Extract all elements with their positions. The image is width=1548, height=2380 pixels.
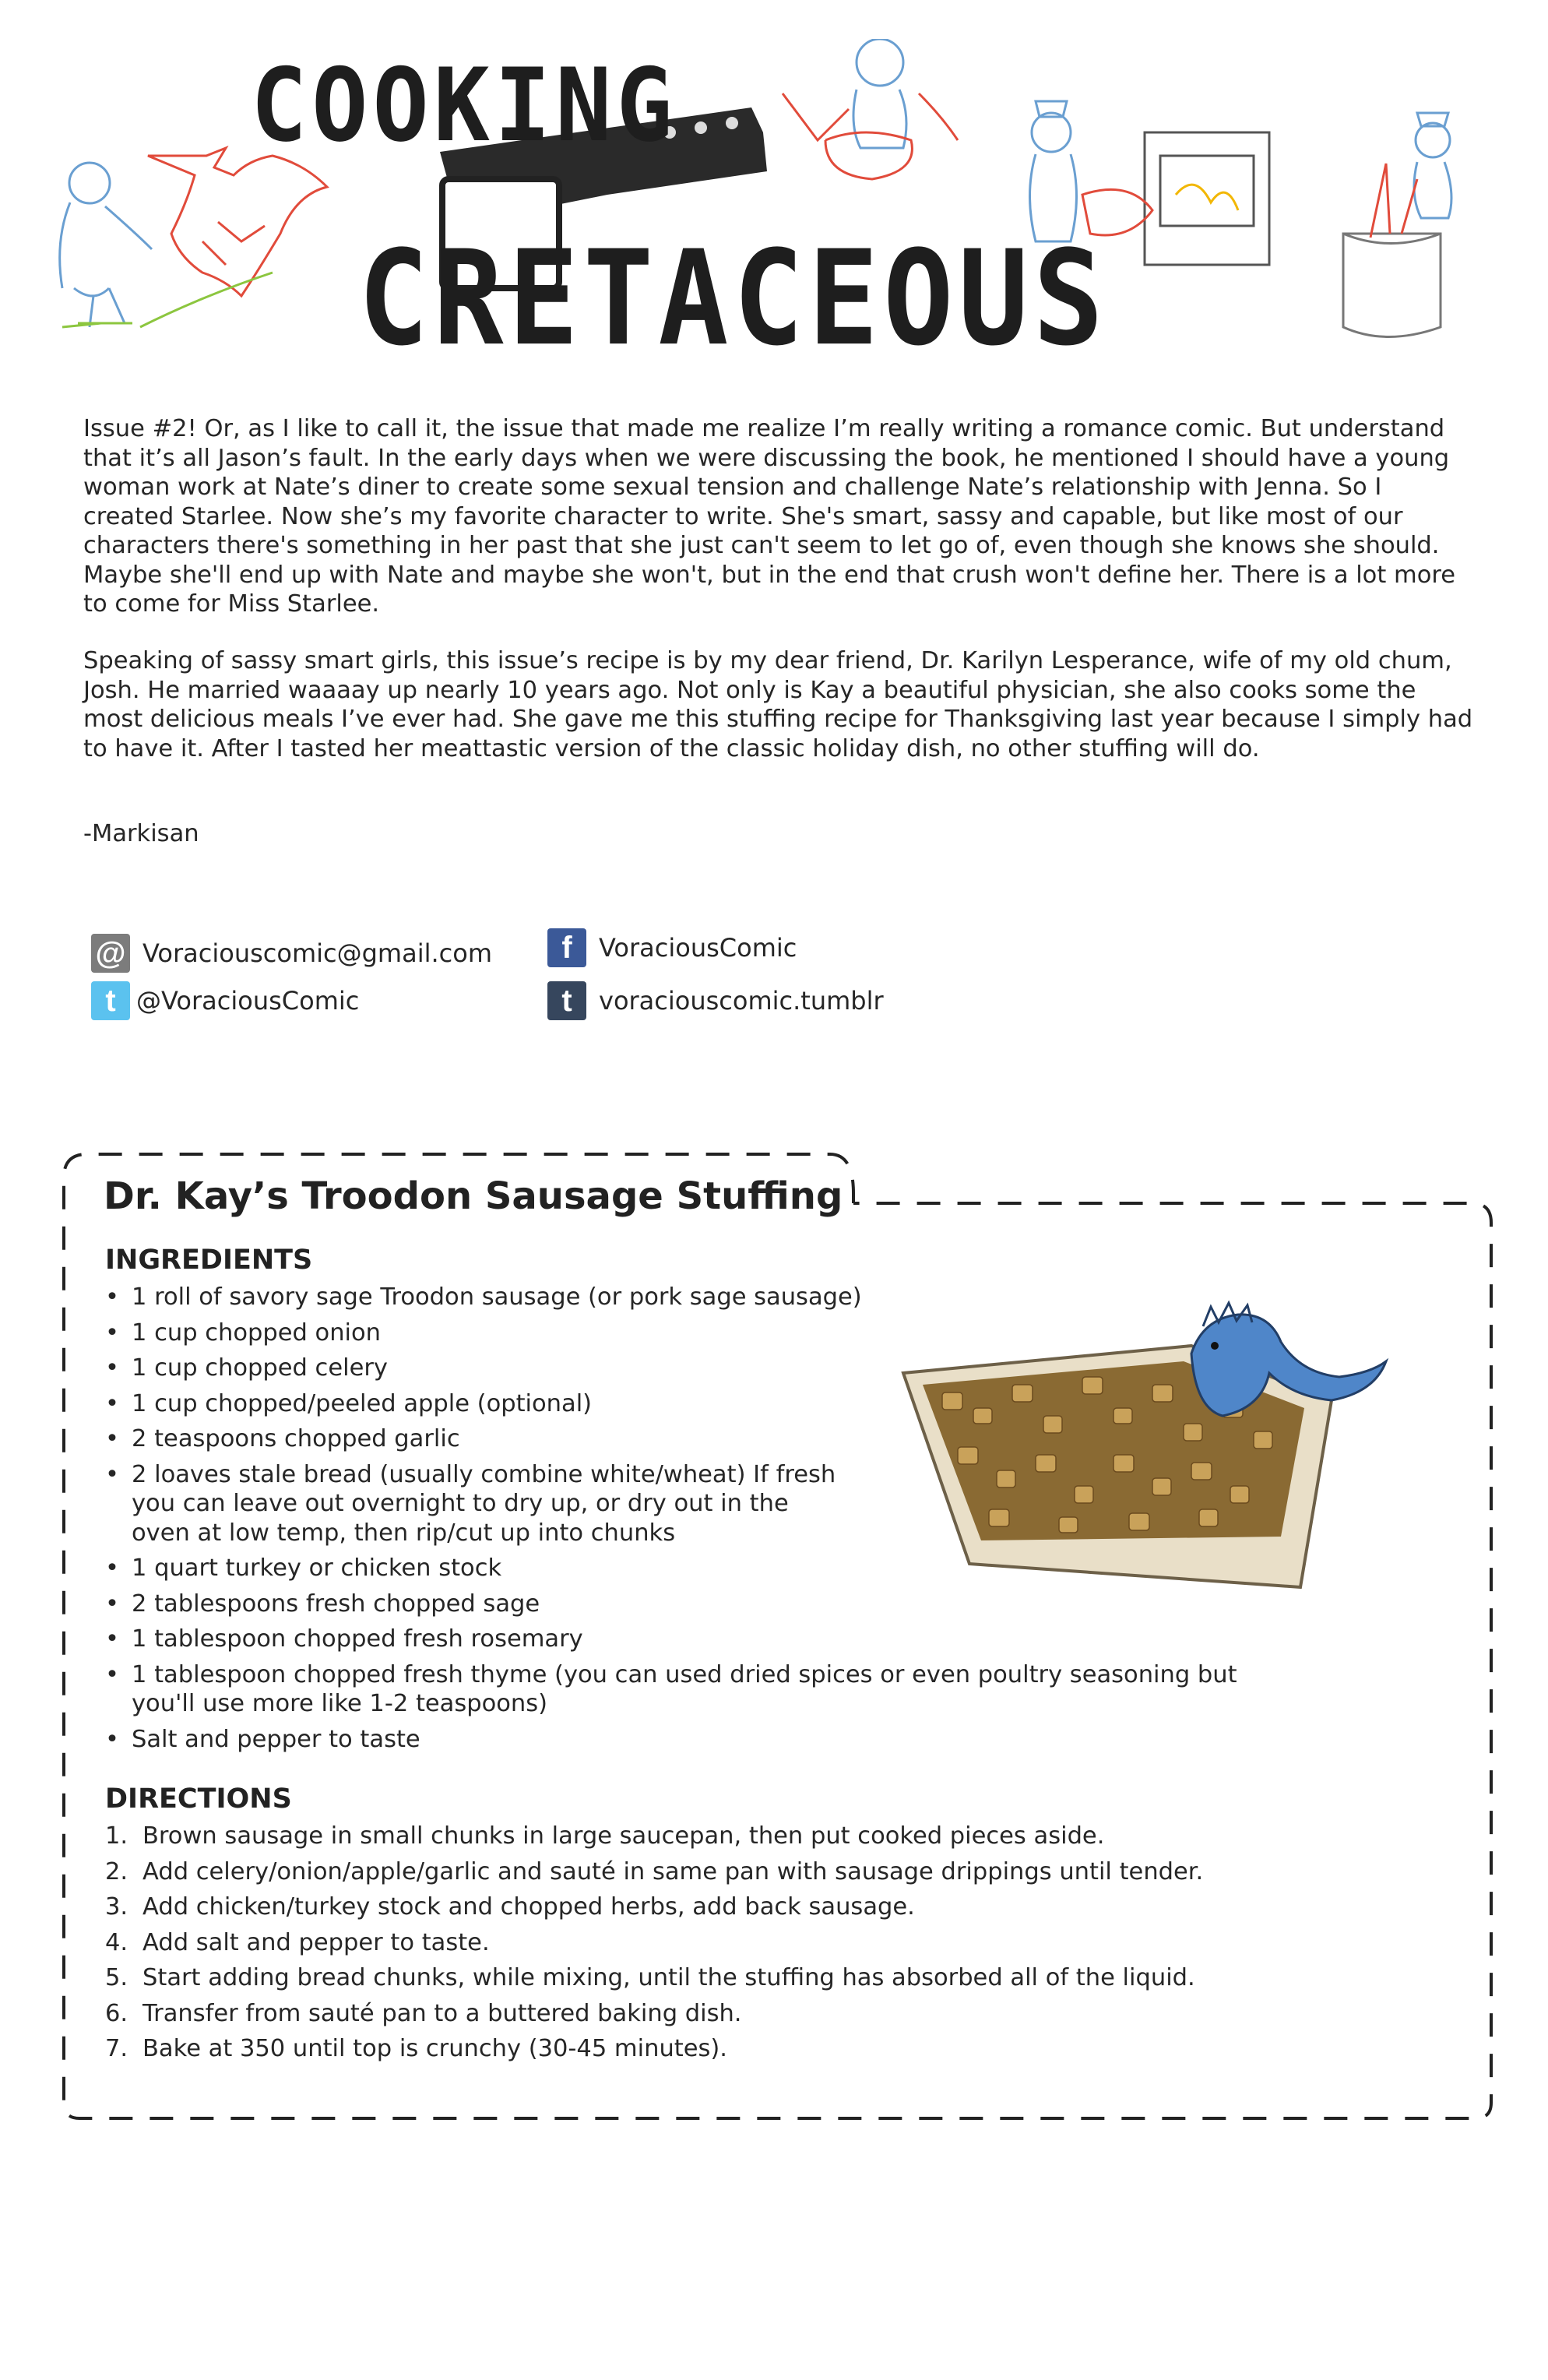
list-item: • Salt and pepper to taste — [105, 1725, 420, 1753]
contact-twitter-text[interactable]: @VoraciousComic — [136, 986, 360, 1016]
list-item: 7. Bake at 350 until top is crunchy (30-45 minutes). — [105, 2035, 727, 2062]
email-icon: @ — [91, 934, 130, 973]
list-item: • 1 cup chopped/peeled apple (optional) — [105, 1389, 593, 1417]
list-item: 6. Transfer from sauté pan to a buttered baking dish. — [105, 1999, 742, 2027]
list-item: 4. Add salt and pepper to taste. — [105, 1928, 490, 1956]
list-item: • 2 loaves stale bread (usually combine white/wheat) If fresh you can leave out overnight to dry up, or dry out in the oven at low temp, then rip/cut up into chunks — [105, 1460, 836, 1547]
twitter-icon: t — [91, 981, 130, 1020]
intro-paragraph-1: Issue #2! Or, as I like to call it, the issue that made me realize I’m really writing a romance comic. But understand that it’s all Jason’s fault. In the early days when we were discussing the book, he mentioned I should have a young woman work at Nate’s diner to create some sexual tension and challenge Nate’s relationship with Jenna. So I created Starlee. Now she’s my favorite character to write. She's smart, sassy and capable, but like most of our characters there's something in her past that she just can't seem to let go of, even though she knows she should. Maybe she'll end up with Nate and maybe she won't, but in the end that crush won't define her. There is a lot more to come for Miss Starlee. — [83, 415, 1456, 618]
directions-heading: DIRECTIONS — [105, 1783, 292, 1815]
list-item: • 1 tablespoon chopped fresh thyme (you can used dried spices or even poultry seasoning but you'll use more like 1-2 teaspoons) — [105, 1660, 1237, 1717]
list-item: 2. Add celery/onion/apple/garlic and sauté in same pan with sausage drippings until tender. — [105, 1857, 1204, 1885]
list-item: • 1 cup chopped celery — [105, 1354, 388, 1382]
contact-facebook-text[interactable]: VoraciousComic — [599, 933, 797, 963]
list-item: 1. Brown sausage in small chunks in large saucepan, then put cooked pieces aside. — [105, 1822, 1105, 1850]
title-cretaceous: CRETACEOUS — [358, 223, 1109, 375]
list-item: • 1 quart turkey or chicken stock — [105, 1554, 502, 1582]
list-item: • 1 tablespoon chopped fresh rosemary — [105, 1625, 583, 1653]
list-item: • 1 cup chopped onion — [105, 1319, 382, 1347]
title-cooking: COOKING — [251, 48, 677, 165]
intro-paragraph-2: Speaking of sassy smart girls, this issue’s recipe is by my dear friend, Dr. Karilyn Lesperance, wife of my old chum, Josh. He married waaaay up nearly 10 years ago. Not only is Kay a beautiful physician, she also cooks some the most delicious meals I’ve ever had. She gave me this stuffing recipe for Thanksgiving last year because I simply had to have it. After I tasted her meattastic version of the classic holiday dish, no other stuffing will do. — [83, 647, 1473, 762]
contact-tumblr-text[interactable]: voraciouscomic.tumblr — [599, 986, 884, 1016]
facebook-icon: f — [547, 928, 586, 967]
recipe-title: Dr. Kay’s Troodon Sausage Stuffing — [104, 1174, 843, 1218]
directions-list — [105, 1818, 1398, 2067]
contact-email-text[interactable]: Voraciouscomic@gmail.com — [142, 938, 492, 968]
list-item: 3. Add chicken/turkey stock and chopped herbs, add back sausage. — [105, 1893, 915, 1921]
list-item: 5. Start adding bread chunks, while mixing, until the stuffing has absorbed all of the liquid. — [105, 1964, 1195, 1991]
list-item: • 2 teaspoons chopped garlic — [105, 1425, 460, 1452]
ingredients-heading: INGREDIENTS — [105, 1245, 313, 1276]
tumblr-icon: t — [547, 981, 586, 1020]
list-item: • 2 tablespoons fresh chopped sage — [105, 1590, 540, 1618]
stuffing-dish-illustration — [895, 1299, 1394, 1595]
author-signature: -Markisan — [83, 820, 199, 847]
list-item: • 1 roll of savory sage Troodon sausage (or pork sage sausage) — [105, 1283, 862, 1311]
